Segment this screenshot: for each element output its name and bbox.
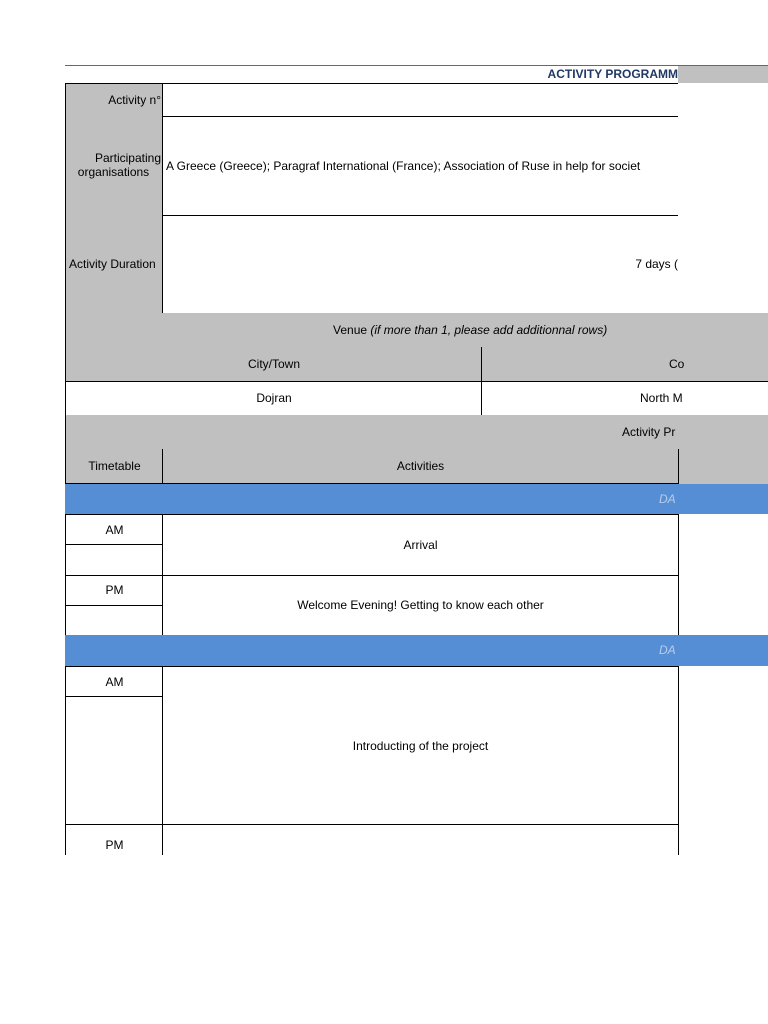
day-2-pm-label-text: PM bbox=[105, 837, 124, 852]
duration-label bbox=[65, 215, 163, 314]
day-2-am-spacer bbox=[65, 696, 163, 825]
participants-label-line1: Participating bbox=[94, 151, 161, 165]
day-2-am-label-text: AM bbox=[105, 674, 124, 689]
day-2-pm-activity bbox=[162, 824, 679, 855]
programme-title: Activity Pr bbox=[622, 425, 676, 439]
venue-title: Venue bbox=[333, 323, 368, 337]
venue-city-value-text: Dojran bbox=[256, 391, 292, 405]
venue-country-value-text: North M bbox=[640, 391, 683, 405]
venue-title-row bbox=[65, 313, 768, 348]
day-1-pm-label-text: PM bbox=[105, 583, 124, 597]
timetable-header bbox=[65, 449, 163, 484]
timetable-header-text: Timetable bbox=[88, 459, 141, 473]
participants-label bbox=[65, 116, 163, 216]
title-grey-area bbox=[678, 66, 768, 83]
activity-number-label-text: Activity n° bbox=[108, 93, 161, 107]
programme-title-row bbox=[65, 415, 768, 450]
day-1-pm-activity bbox=[162, 575, 679, 636]
activities-header-text: Activities bbox=[396, 459, 445, 473]
day-2-bar bbox=[65, 635, 768, 666]
venue-city-header-text: City/Town bbox=[247, 357, 300, 371]
activities-header bbox=[162, 449, 679, 484]
venue-note: (if more than 1, please add additionnal rows) bbox=[370, 323, 608, 337]
day-2-label: DA bbox=[659, 643, 676, 657]
venue-country-header bbox=[481, 347, 768, 382]
duration-value bbox=[162, 215, 678, 314]
participants-label-line2: organisations bbox=[77, 165, 150, 179]
day-1-bar bbox=[65, 484, 768, 514]
duration-label-text: Activity Duration bbox=[69, 257, 156, 271]
day-1-am-label bbox=[65, 514, 163, 545]
day-2-am-label bbox=[65, 666, 163, 697]
participants-value bbox=[162, 116, 678, 216]
day-1-am-label-text: AM bbox=[105, 522, 124, 537]
day-1-am-spacer bbox=[65, 544, 163, 576]
venue-country-value bbox=[481, 381, 683, 416]
day-2-am-activity bbox=[162, 666, 679, 825]
title-band bbox=[65, 65, 768, 83]
document-title: ACTIVITY PROGRAMM bbox=[547, 67, 678, 81]
participants-value-text: A Greece (Greece); Paragraf International (France); Association of Ruse in help for societ bbox=[166, 159, 641, 173]
activity-number-label bbox=[65, 83, 163, 117]
venue-city-value bbox=[65, 381, 482, 416]
day-1-am-activity-text: Arrival bbox=[403, 538, 438, 552]
day-1-am-activity bbox=[162, 514, 679, 576]
day-1-label: DA bbox=[659, 492, 676, 506]
day-1-pm-label bbox=[65, 575, 163, 606]
venue-city-header bbox=[65, 347, 482, 382]
activity-number-value bbox=[162, 83, 678, 117]
day-1-pm-spacer bbox=[65, 605, 163, 636]
day-2-am-activity-text: Introducting of the project bbox=[352, 738, 489, 753]
duration-value-text: 7 days ( bbox=[635, 257, 678, 271]
header-side-fill bbox=[679, 449, 768, 484]
venue-country-header-text: Co bbox=[669, 357, 685, 371]
day-2-pm-label bbox=[65, 824, 163, 855]
day-1-pm-activity-text: Welcome Evening! Getting to know each other bbox=[297, 598, 544, 612]
